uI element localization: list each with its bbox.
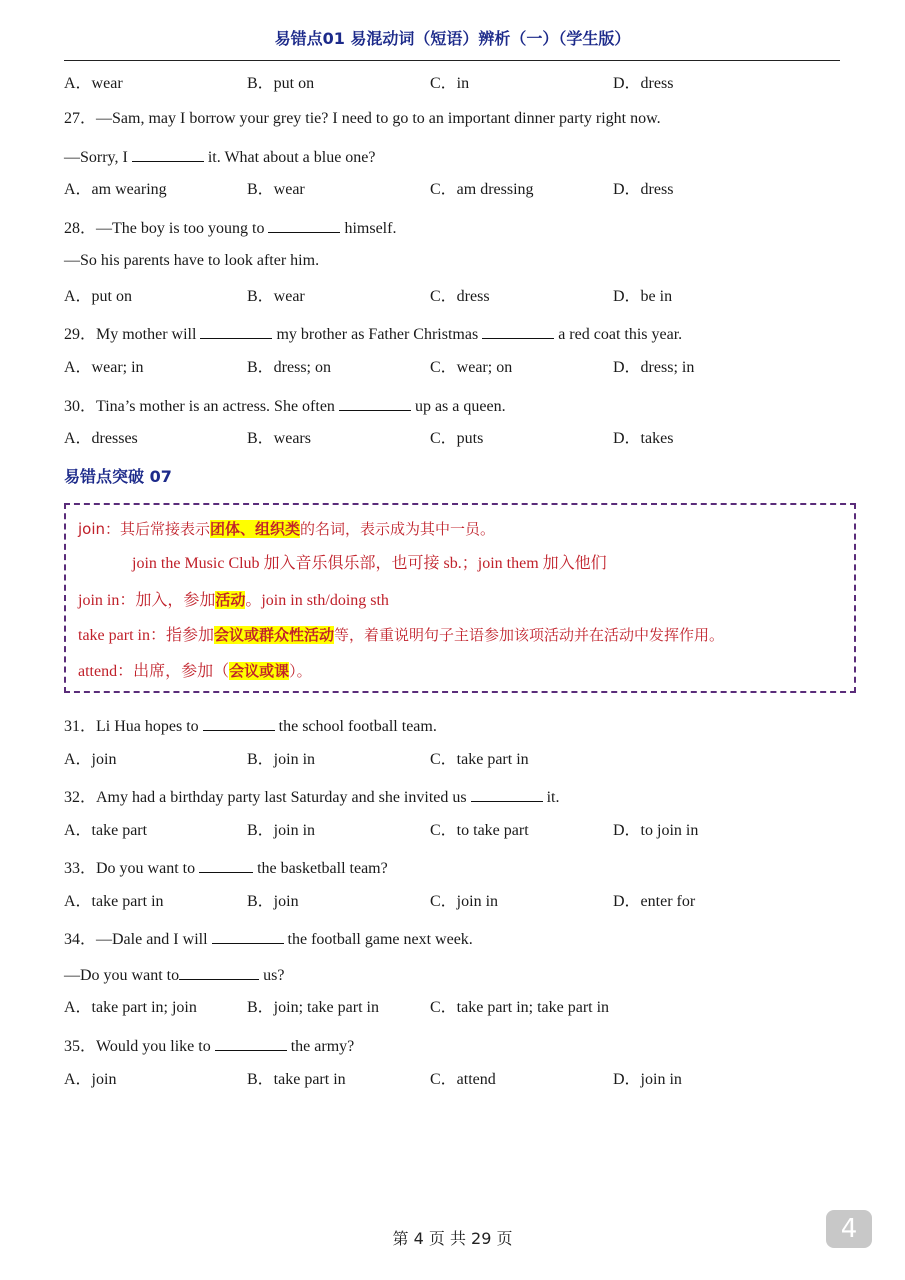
q29-part-a: 29．My mother will: [64, 326, 201, 343]
q29-question: [64, 322, 682, 345]
q29-option-d: D．dress; in: [613, 359, 695, 376]
note-attend: [78, 660, 312, 683]
q32-option-b: B．join in: [247, 822, 316, 839]
q31-option-c: C．take part in: [430, 751, 529, 768]
q31-part-b: the school football team.: [274, 718, 437, 735]
q28-question-end: himself.: [340, 220, 397, 237]
q35-question: [64, 1034, 354, 1057]
q30-option-d: D．takes: [613, 430, 674, 447]
answer-blank: [268, 216, 340, 233]
note-take-part-in: [78, 624, 724, 647]
q27-question: 27．—Sam, may I borrow your grey tie? I need to go to an important dinner party right now.: [64, 110, 661, 127]
q27-reply-start: —Sorry, I: [64, 149, 132, 166]
note-join-example: join the Music Club 加入音乐俱乐部，也可接 sb.；join them 加入他们: [132, 555, 607, 572]
answer-blank: [179, 963, 259, 980]
note-attend-start: attend：出席，参加（: [78, 663, 230, 680]
note-join-end: 的名词，表示成为其中一员。: [300, 520, 496, 538]
note-join-in: [78, 589, 389, 612]
answer-blank: [200, 322, 272, 339]
q32-option-c: C．to take part: [430, 822, 529, 839]
answer-blank: [203, 714, 275, 731]
page-footer: 第 4 页 共 29 页: [392, 1229, 513, 1248]
q33-option-b: B．join: [247, 893, 299, 910]
q34-option-a: A．take part in; join: [64, 999, 197, 1016]
note-join-in-start: join in：加入，参加: [78, 592, 216, 609]
q29-part-b: my brother as Father Christmas: [272, 326, 483, 343]
q26-option-d: D．dress: [613, 75, 674, 92]
q33-part-b: the basketball team?: [253, 860, 388, 877]
note-join-in-end: 。join in sth/doing sth: [245, 592, 389, 609]
note-join-start: join：其后常接表示: [78, 520, 211, 538]
q34-option-b: B．join; take part in: [247, 999, 379, 1016]
q29-option-b: B．dress; on: [247, 359, 332, 376]
q34-part-b: the football game next week.: [283, 931, 473, 948]
q32-part-b: it.: [542, 789, 560, 806]
q32-option-a: A．take part: [64, 822, 148, 839]
q28-option-a: A．put on: [64, 288, 133, 305]
q28-option-d: D．be in: [613, 288, 673, 305]
q33-option-a: A．take part in: [64, 893, 164, 910]
q30-question: [64, 394, 506, 417]
q32-part-a: 32．Amy had a birthday party last Saturday and she invited us: [64, 789, 471, 806]
q34-part-a: 34．—Dale and I will: [64, 931, 212, 948]
q27-reply: [64, 145, 376, 168]
header-divider: [64, 60, 840, 61]
q26-option-c: C．in: [430, 75, 470, 92]
q27-option-b: B．wear: [247, 181, 305, 198]
note-attend-highlight: 会议或课: [229, 662, 290, 680]
q31-option-b: B．join in: [247, 751, 316, 768]
q34-reply: [64, 963, 284, 986]
section-title: 易错点突破 07: [64, 467, 172, 486]
note-take-part-in-start: take part in：指参加: [78, 627, 214, 644]
q35-option-d: D．join in: [613, 1071, 682, 1088]
q34-part-d: us?: [259, 967, 285, 984]
q31-question: [64, 714, 437, 737]
q26-option-b: B．put on: [247, 75, 315, 92]
q35-option-a: A．join: [64, 1071, 117, 1088]
q30-part-a: 30．Tina’s mother is an actress. She often: [64, 398, 339, 415]
q28-reply: —So his parents have to look after him.: [64, 252, 320, 269]
answer-blank: [471, 785, 543, 802]
q35-part-b: the army?: [286, 1038, 355, 1055]
note-join-highlight: 团体、组织类: [210, 520, 301, 538]
page-number-badge: 4: [826, 1210, 872, 1248]
q34-part-c: —Do you want to: [64, 967, 180, 984]
q31-part-a: 31．Li Hua hopes to: [64, 718, 203, 735]
q28-question-start: 28．—The boy is too young to: [64, 220, 269, 237]
q32-question: [64, 785, 559, 808]
q27-option-c: C．am dressing: [430, 181, 534, 198]
q34-question: [64, 927, 473, 950]
answer-blank: [212, 927, 284, 944]
note-take-part-in-highlight: 会议或群众性活动: [213, 626, 334, 644]
page-header-title: 易错点01 易混动词（短语）辨析（一）（学生版）: [274, 29, 631, 48]
q33-part-a: 33．Do you want to: [64, 860, 200, 877]
answer-blank: [199, 856, 253, 873]
answer-blank: [482, 322, 554, 339]
q28-question: [64, 216, 396, 239]
answer-blank: [339, 394, 411, 411]
note-join: [78, 518, 495, 541]
q35-option-c: C．attend: [430, 1071, 496, 1088]
q28-option-c: C．dress: [430, 288, 490, 305]
q29-option-a: A．wear; in: [64, 359, 144, 376]
q35-option-b: B．take part in: [247, 1071, 346, 1088]
q27-option-a: A．am wearing: [64, 181, 167, 198]
q32-option-d: D．to join in: [613, 822, 699, 839]
q33-option-c: C．join in: [430, 893, 499, 910]
q27-option-d: D．dress: [613, 181, 674, 198]
answer-blank: [215, 1034, 287, 1051]
q34-option-c: C．take part in; take part in: [430, 999, 610, 1016]
note-join-in-highlight: 活动: [215, 591, 246, 609]
q26-option-a: A．wear: [64, 75, 123, 92]
q29-part-c: a red coat this year.: [554, 326, 683, 343]
q30-option-c: C．puts: [430, 430, 484, 447]
note-attend-end: ）。: [289, 662, 312, 680]
q33-question: [64, 856, 388, 879]
q29-option-c: C．wear; on: [430, 359, 513, 376]
q30-option-a: A．dresses: [64, 430, 138, 447]
q28-option-b: B．wear: [247, 288, 305, 305]
q27-reply-end: it. What about a blue one?: [203, 149, 376, 166]
q30-option-b: B．wears: [247, 430, 311, 447]
answer-blank: [132, 145, 204, 162]
note-take-part-in-end: 等，着重说明句子主语参加该项活动并在活动中发挥作用。: [334, 626, 725, 644]
q33-option-d: D．enter for: [613, 893, 696, 910]
q30-part-b: up as a queen.: [410, 398, 506, 415]
q35-part-a: 35．Would you like to: [64, 1038, 215, 1055]
q31-option-a: A．join: [64, 751, 117, 768]
